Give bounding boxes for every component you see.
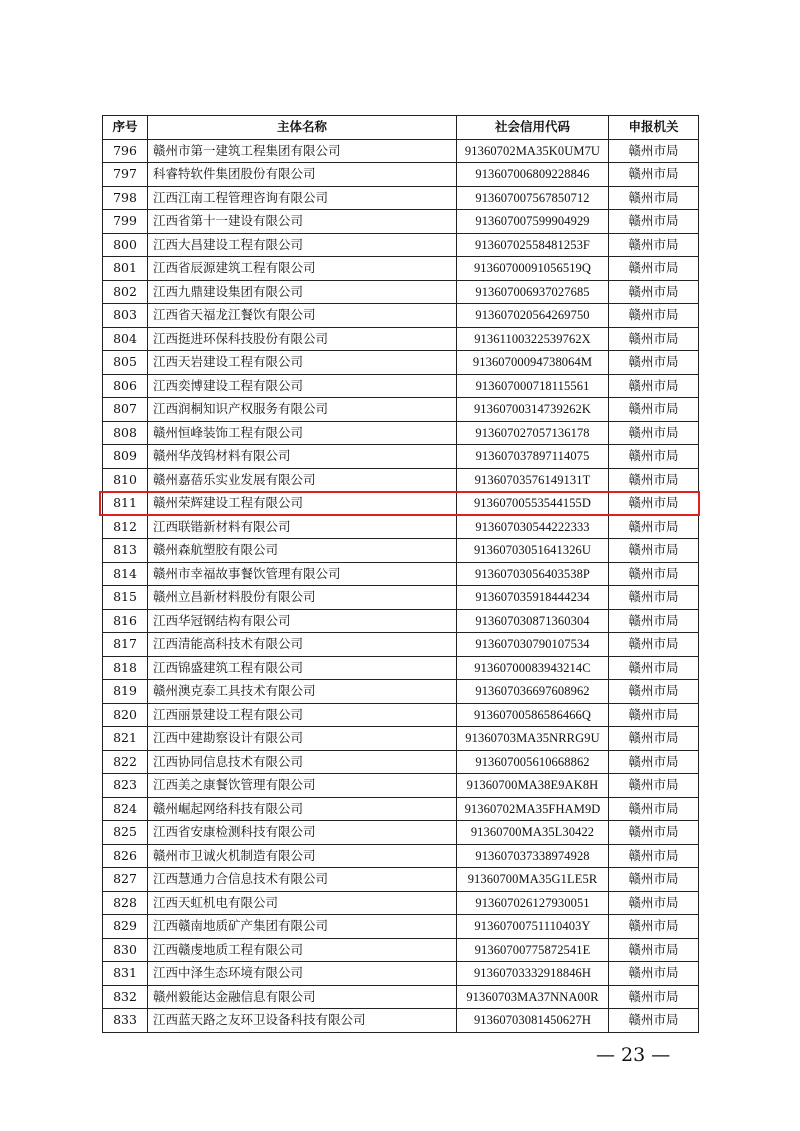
table-row (103, 680, 699, 704)
header-entity-name: 主体名称 (148, 116, 457, 140)
cell-entity-name: 赣州市第一建筑工程集团有限公司 (148, 139, 457, 163)
cell-entity-name: 江西天岩建设工程有限公司 (148, 351, 457, 375)
cell-credit-code: 91360702MA35FHAM9D (457, 797, 609, 821)
cell-entity-name: 江西锦盛建筑工程有限公司 (148, 656, 457, 680)
cell-authority: 赣州市局 (609, 868, 699, 892)
cell-authority: 赣州市局 (609, 586, 699, 610)
cell-serial-number: 797 (103, 163, 148, 187)
table-row (103, 821, 699, 845)
cell-serial-number: 796 (103, 139, 148, 163)
cell-authority: 赣州市局 (609, 210, 699, 234)
cell-entity-name: 江西省第十一建设有限公司 (148, 210, 457, 234)
table-row (103, 233, 699, 257)
table-row (103, 586, 699, 610)
cell-entity-name: 江西省辰源建筑工程有限公司 (148, 257, 457, 281)
cell-serial-number: 828 (103, 891, 148, 915)
cell-credit-code: 913607030871360304 (457, 609, 609, 633)
cell-serial-number: 827 (103, 868, 148, 892)
cell-entity-name: 赣州市幸福故事餐饮管理有限公司 (148, 562, 457, 586)
cell-entity-name: 赣州崛起网络科技有限公司 (148, 797, 457, 821)
cell-entity-name: 江西大昌建设工程有限公司 (148, 233, 457, 257)
cell-credit-code: 913607020564269750 (457, 304, 609, 328)
cell-authority: 赣州市局 (609, 797, 699, 821)
cell-serial-number: 807 (103, 398, 148, 422)
cell-entity-name: 江西润桐知识产权服务有限公司 (148, 398, 457, 422)
cell-entity-name: 江西清能高科技术有限公司 (148, 633, 457, 657)
cell-entity-name: 江西华冠钢结构有限公司 (148, 609, 457, 633)
cell-entity-name: 江西蓝天路之友环卫设备科技有限公司 (148, 1009, 457, 1033)
cell-serial-number: 813 (103, 539, 148, 563)
cell-authority: 赣州市局 (609, 962, 699, 986)
cell-entity-name: 江西赣虔地质工程有限公司 (148, 938, 457, 962)
cell-credit-code: 91360700553544155D (457, 492, 609, 516)
header-credit-code: 社会信用代码 (457, 116, 609, 140)
cell-credit-code: 913607037338974928 (457, 844, 609, 868)
cell-serial-number: 818 (103, 656, 148, 680)
cell-authority: 赣州市局 (609, 139, 699, 163)
cell-credit-code: 91360703MA37NNA00R (457, 985, 609, 1009)
cell-serial-number: 803 (103, 304, 148, 328)
table-header-row (103, 116, 699, 140)
cell-authority: 赣州市局 (609, 985, 699, 1009)
table-row (103, 398, 699, 422)
cell-credit-code: 913607007567850712 (457, 186, 609, 210)
table-row (103, 868, 699, 892)
cell-serial-number: 815 (103, 586, 148, 610)
header-serial-number: 序号 (103, 116, 148, 140)
cell-entity-name: 赣州森航塑胶有限公司 (148, 539, 457, 563)
cell-credit-code: 91360702MA35K0UM7U (457, 139, 609, 163)
table-row (103, 257, 699, 281)
cell-authority: 赣州市局 (609, 515, 699, 539)
cell-entity-name: 江西挺进环保科技股份有限公司 (148, 327, 457, 351)
cell-credit-code: 91360700586586466Q (457, 703, 609, 727)
cell-serial-number: 824 (103, 797, 148, 821)
cell-authority: 赣州市局 (609, 374, 699, 398)
cell-entity-name: 赣州市卫诚火机制造有限公司 (148, 844, 457, 868)
header-authority: 申报机关 (609, 116, 699, 140)
cell-authority: 赣州市局 (609, 539, 699, 563)
cell-credit-code: 913607030544222333 (457, 515, 609, 539)
cell-authority: 赣州市局 (609, 609, 699, 633)
cell-credit-code: 91360703MA35NRRG9U (457, 727, 609, 751)
cell-credit-code: 91360703081450627H (457, 1009, 609, 1033)
cell-authority: 赣州市局 (609, 774, 699, 798)
cell-serial-number: 820 (103, 703, 148, 727)
cell-authority: 赣州市局 (609, 327, 699, 351)
table-row (103, 727, 699, 751)
cell-credit-code: 913607037897114075 (457, 445, 609, 469)
cell-authority: 赣州市局 (609, 844, 699, 868)
cell-entity-name: 江西天虹机电有限公司 (148, 891, 457, 915)
cell-authority: 赣州市局 (609, 562, 699, 586)
table-row (103, 844, 699, 868)
cell-credit-code: 91360703056403538P (457, 562, 609, 586)
cell-entity-name: 江西省天福龙江餐饮有限公司 (148, 304, 457, 328)
cell-authority: 赣州市局 (609, 1009, 699, 1033)
cell-serial-number: 830 (103, 938, 148, 962)
table-row (103, 562, 699, 586)
table-row (103, 468, 699, 492)
table-row (103, 633, 699, 657)
cell-entity-name: 赣州嘉蓓乐实业发展有限公司 (148, 468, 457, 492)
cell-authority: 赣州市局 (609, 468, 699, 492)
cell-serial-number: 822 (103, 750, 148, 774)
cell-serial-number: 832 (103, 985, 148, 1009)
cell-serial-number: 808 (103, 421, 148, 445)
cell-credit-code: 913607035918444234 (457, 586, 609, 610)
cell-entity-name: 赣州恒峰装饰工程有限公司 (148, 421, 457, 445)
table-row (103, 656, 699, 680)
cell-credit-code: 91361100322539762X (457, 327, 609, 351)
cell-entity-name: 江西奕博建设工程有限公司 (148, 374, 457, 398)
cell-credit-code: 91360700MA38E9AK8H (457, 774, 609, 798)
cell-entity-name: 江西中泽生态环境有限公司 (148, 962, 457, 986)
table-row (103, 915, 699, 939)
cell-credit-code: 913607027057136178 (457, 421, 609, 445)
cell-entity-name: 科睿特软件集团股份有限公司 (148, 163, 457, 187)
table-row (103, 421, 699, 445)
cell-serial-number: 809 (103, 445, 148, 469)
table-row (103, 492, 699, 516)
table-row (103, 515, 699, 539)
cell-authority: 赣州市局 (609, 398, 699, 422)
table-row (103, 445, 699, 469)
cell-serial-number: 806 (103, 374, 148, 398)
cell-serial-number: 800 (103, 233, 148, 257)
cell-serial-number: 817 (103, 633, 148, 657)
cell-serial-number: 804 (103, 327, 148, 351)
cell-serial-number: 812 (103, 515, 148, 539)
cell-authority: 赣州市局 (609, 703, 699, 727)
cell-credit-code: 913607000718115561 (457, 374, 609, 398)
cell-serial-number: 829 (103, 915, 148, 939)
cell-serial-number: 819 (103, 680, 148, 704)
table-row (103, 351, 699, 375)
cell-authority: 赣州市局 (609, 656, 699, 680)
table-row (103, 774, 699, 798)
cell-credit-code: 91360700775872541E (457, 938, 609, 962)
cell-entity-name: 江西九鼎建设集团有限公司 (148, 280, 457, 304)
cell-authority: 赣州市局 (609, 280, 699, 304)
table-row (103, 985, 699, 1009)
cell-authority: 赣州市局 (609, 351, 699, 375)
cell-credit-code: 91360700094738064M (457, 351, 609, 375)
cell-serial-number: 805 (103, 351, 148, 375)
cell-entity-name: 赣州荣辉建设工程有限公司 (148, 492, 457, 516)
cell-serial-number: 802 (103, 280, 148, 304)
table-row (103, 938, 699, 962)
cell-entity-name: 赣州毅能达金融信息有限公司 (148, 985, 457, 1009)
cell-credit-code: 91360700MA35G1LE5R (457, 868, 609, 892)
cell-serial-number: 831 (103, 962, 148, 986)
cell-credit-code: 913607030790107534 (457, 633, 609, 657)
cell-authority: 赣州市局 (609, 938, 699, 962)
cell-authority: 赣州市局 (609, 821, 699, 845)
cell-credit-code: 91360703332918846H (457, 962, 609, 986)
table-row (103, 280, 699, 304)
table-body (103, 139, 699, 1032)
cell-entity-name: 江西美之康餐饮管理有限公司 (148, 774, 457, 798)
table-row (103, 609, 699, 633)
table-row (103, 304, 699, 328)
cell-serial-number: 801 (103, 257, 148, 281)
cell-entity-name: 江西慧通力合信息技术有限公司 (148, 868, 457, 892)
table-row (103, 374, 699, 398)
cell-entity-name: 江西省安康检测科技有限公司 (148, 821, 457, 845)
table-row (103, 703, 699, 727)
cell-authority: 赣州市局 (609, 163, 699, 187)
page-number: — 23 — (596, 1044, 671, 1066)
cell-credit-code: 913607006937027685 (457, 280, 609, 304)
table-row (103, 327, 699, 351)
cell-credit-code: 91360700083943214C (457, 656, 609, 680)
cell-serial-number: 798 (103, 186, 148, 210)
cell-authority: 赣州市局 (609, 891, 699, 915)
cell-serial-number: 826 (103, 844, 148, 868)
cell-serial-number: 823 (103, 774, 148, 798)
cell-credit-code: 91360700751110403Y (457, 915, 609, 939)
table-row (103, 163, 699, 187)
cell-authority: 赣州市局 (609, 304, 699, 328)
cell-serial-number: 814 (103, 562, 148, 586)
cell-authority: 赣州市局 (609, 257, 699, 281)
cell-entity-name: 赣州华茂钨材料有限公司 (148, 445, 457, 469)
cell-credit-code: 913607036697608962 (457, 680, 609, 704)
cell-authority: 赣州市局 (609, 727, 699, 751)
cell-credit-code: 913607005610668862 (457, 750, 609, 774)
table-row (103, 750, 699, 774)
cell-credit-code: 913607006809228846 (457, 163, 609, 187)
enterprise-list-table (102, 115, 699, 1033)
cell-entity-name: 江西中建勘察设计有限公司 (148, 727, 457, 751)
cell-serial-number: 833 (103, 1009, 148, 1033)
cell-authority: 赣州市局 (609, 633, 699, 657)
cell-serial-number: 825 (103, 821, 148, 845)
cell-credit-code: 91360700314739262K (457, 398, 609, 422)
table-row (103, 539, 699, 563)
cell-credit-code: 913607026127930051 (457, 891, 609, 915)
cell-authority: 赣州市局 (609, 750, 699, 774)
cell-authority: 赣州市局 (609, 186, 699, 210)
cell-entity-name: 赣州立昌新材料股份有限公司 (148, 586, 457, 610)
cell-serial-number: 810 (103, 468, 148, 492)
cell-credit-code: 91360702558481253F (457, 233, 609, 257)
table-row (103, 210, 699, 234)
cell-serial-number: 816 (103, 609, 148, 633)
table-row (103, 1009, 699, 1033)
cell-credit-code: 91360703576149131T (457, 468, 609, 492)
table-row (103, 139, 699, 163)
cell-entity-name: 江西赣南地质矿产集团有限公司 (148, 915, 457, 939)
cell-authority: 赣州市局 (609, 492, 699, 516)
cell-entity-name: 江西协同信息技术有限公司 (148, 750, 457, 774)
cell-credit-code: 91360700MA35L30422 (457, 821, 609, 845)
cell-credit-code: 913607007599904929 (457, 210, 609, 234)
cell-credit-code: 91360700091056519Q (457, 257, 609, 281)
table-row (103, 891, 699, 915)
cell-authority: 赣州市局 (609, 445, 699, 469)
cell-serial-number: 799 (103, 210, 148, 234)
cell-entity-name: 赣州澳克泰工具技术有限公司 (148, 680, 457, 704)
table-row (103, 186, 699, 210)
cell-entity-name: 江西丽景建设工程有限公司 (148, 703, 457, 727)
cell-authority: 赣州市局 (609, 421, 699, 445)
cell-serial-number: 821 (103, 727, 148, 751)
cell-credit-code: 91360703051641326U (457, 539, 609, 563)
cell-entity-name: 江西联锴新材料有限公司 (148, 515, 457, 539)
table-row (103, 797, 699, 821)
cell-serial-number: 811 (103, 492, 148, 516)
cell-authority: 赣州市局 (609, 233, 699, 257)
cell-authority: 赣州市局 (609, 680, 699, 704)
cell-entity-name: 江西江南工程管理咨询有限公司 (148, 186, 457, 210)
cell-authority: 赣州市局 (609, 915, 699, 939)
table-row (103, 962, 699, 986)
